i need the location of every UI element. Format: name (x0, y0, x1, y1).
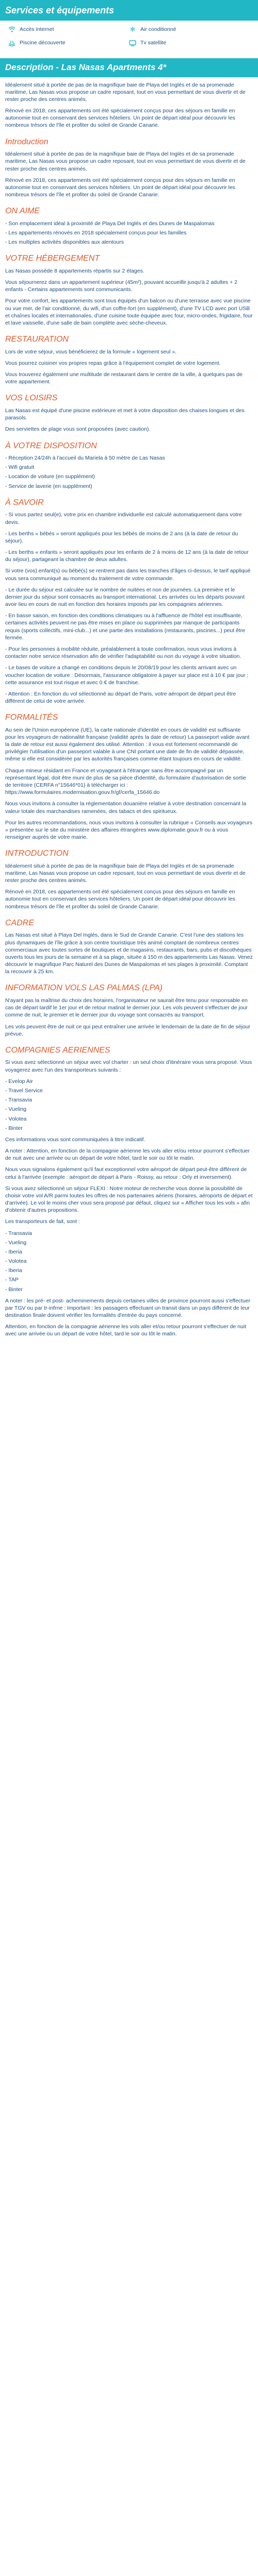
savoir-paragraph: - Les berths « bébés » seront appliqués pour les bébés de moins de 2 ans (à la date de retour du séjour). (5, 530, 238, 544)
description-section (0, 58, 258, 1347)
list-item: - Volotea (5, 1258, 27, 1265)
formalites-paragraph: Au sein de l'Union européenne (UE), la carte nationale d'identité en cours de validité est suffisante pour les voyageurs de nationalité française (validité après la date de retour) La passeport valide avant la date de retour est aussi également des utilisé. Attention : il vous est fortement recommandé de privilégier l'utilisation d'un passeport valable à une CNI portant une date de fin de validité dépassée, même si elle est considérée par les autorités françaises comme étant toujours en cours de validité. (5, 726, 250, 762)
restauration-paragraph: Vous trouverez également une multitude de restaurant dans le centre de la ville, à quelques pas de votre appartement. (5, 371, 243, 385)
services-header: Services et équipements (0, 0, 258, 21)
on-aime-heading: ON AIME (5, 207, 40, 216)
list-item: - Vueling (5, 1106, 27, 1113)
list-item: - Vueling (5, 1239, 27, 1246)
intro2-paragraph: Idéalement situé à portée de pas de la magnifique baie de Playa del Inglés et de sa promenade maritime, Las Nasas vous propose un cadre reposant, tout en vous permettant de vous divertir et de rester proche des centres animés. (5, 862, 246, 884)
loisirs-paragraph: Des serviettes de plage vous sont proposées (avec caution). (5, 426, 151, 433)
cadre-paragraph: Las Nasas est situé à Playa Del Inglés, dans le Sud de Grande Canarie. C'est l'une des stations les plus dynamiques de l'île grâce à son centre touristique très animé comptant de nombreux centres commerciaux avec toutes sortes de boutiques et de magasins, restaurants, bars, pubs et discothèques ouverts tous les jours de la semaine et à sa plage, située à 150 m des appartements Las Nasas. Venez découvrir le magnifique Parc Naturel des Dunes de Maspalomas et ses plages à proximité. Comptant la recouvrir à 25 km. (5, 932, 253, 975)
list-item: - TAP (5, 1277, 19, 1283)
list-item: - Binter (5, 1125, 23, 1131)
amenity-pool (8, 39, 129, 46)
list-item: - Son emplacement idéal à proximité de Playa Del Inglés et des Dunes de Maspalomas (5, 220, 215, 227)
savoir-paragraph: - Le bases de voiture a changé en conditions depuis le 20/08/19 pour les clients arrivant avec un voucher location de voiture : Désormais, l'assurance obligatoire à payer sur place est à 10 € par jour ; cette assurance est tout risque et avec 0 € de franchise. (5, 665, 249, 686)
cadre-heading: CADRE (5, 918, 35, 927)
on-aime-list (5, 220, 253, 246)
compagnies-note: Nous vous signalons également qu'il faut exceptionnel votre aéroport de départ peut-être différent de celui à l'arrivée (exemple : aéroport de départ à Paris - Roissy, au retour : Orly et inversement). (5, 1166, 247, 1180)
intro-paragraph: Idéalement situé à portée de pas de la magnifique baie de Playa del Inglés et de sa promenade maritime, Las Nasas vous propose un cadre reposant, tout en vous permettant de vous divertir et de rester proche des centres animés. (5, 81, 246, 103)
list-item: - Réception 24/24h à l'accueil du Mariela à 50 mètre de Las Nasas (5, 455, 165, 462)
introduction-heading: Introduction (5, 137, 49, 146)
formalites-heading: FORMALITÉS (5, 713, 58, 722)
intro2-paragraph: Rénové en 2018, ces appartements ont été spécialement conçus pour des séjours en famille en autonomie tout en conservant des services hôteliers. Un point de départ idéal pour découvrir les nombreux trésors de l'île et profiter du soleil de Grande Canarie. (5, 889, 235, 910)
pool-icon (8, 40, 15, 47)
savoir-heading: À SAVOIR (5, 498, 44, 507)
hebergement-heading: VOTRE HÉBERGEMENT (5, 254, 100, 263)
amenities-grid (0, 21, 258, 54)
compagnies-note: A noter : les pré- et post- acheminements depuis certaines villes de province pourront aussi s'effectuer par TGV ou par tr-infrne : Important : les passagers effectuant un transit dans un pays différent de leur destination finale doivent vérifier les formalités d'entrée du pays concerné. (5, 1297, 251, 1319)
list-item: - Les multiples activités disponibles aux alentours (5, 239, 124, 246)
compagnies-intro: Si vous avez sélectionné un séjour avec vol charter : un seul choix d'itinéraire vous sera proposé. Vous voyagerez avec l'un des transporteurs suivants : (5, 1059, 252, 1073)
amenity-label: Air conditionné (140, 26, 176, 33)
hebergement-paragraph: Pour votre confort, les appartements sont tous équipés d'un balcon ou d'une terrasse avec vue piscine ou vue mer, de l'air conditionné, du wifi, d'un coffre-fort (en supplément), d'une TV LCD avec port USB et chaînes locales et internationales, d'une cuisine toute équipée avec four, micro-ondes, frigidaire, four et lave vaisselle, d'une salle de bain complète avec sèche-cheveux. (5, 298, 253, 326)
list-item: - Location de voiture (en supplément) (5, 473, 95, 480)
vols-paragraph: N'ayant pas la maîtrise du choix des horaires, l'organisateur ne saurait être tenu pour responsable en cas de départ tardif le 1er jour et de retour matinal le dernier jour. Les vols peuvent s'effectuer de jour comme de nuit, le premier et le dernier jour du voyage sont consacrés au transport. (5, 997, 248, 1019)
intro-repeat-paragraph: Rénové en 2018, ces appartements ont été spécialement conçus pour des séjours en famille en autonomie tout en conservant des services hôteliers. Un point de départ idéal pour découvrir les nombreux trésors de l'île et profiter du soleil de Grande Canarie. (5, 177, 235, 198)
tv-icon (129, 40, 136, 47)
list-item: - Binter (5, 1286, 23, 1293)
list-item: - Evelop Air (5, 1078, 33, 1084)
services-section (0, 0, 258, 54)
list-item: - Transavia (5, 1230, 32, 1236)
intro-repeat-paragraph: Idéalement situé à portée de pas de la magnifique baie de Playa del Inglés et de sa promenade maritime, Las Nasas vous propose un cadre reposant, tout en vous permettant de vous divertir et de rester proche des centres animés. (5, 151, 246, 172)
compagnies-list-2 (5, 1230, 253, 1293)
savoir-paragraph: - Si vous partez seul(e), votre prix en chambre individuelle est calculé automatiquement dans votre devis. (5, 512, 242, 526)
list-item: - Wifi gratuit (5, 464, 35, 471)
compagnies-note: A noter : Attention, en fonction de la compagnie aérienne les vols aller et/ou retour pourront s'effectuer de nuit avec une arrivée ou un départ de votre hôtel, tard le soir ou tôt le matin. (5, 1148, 250, 1162)
compagnies-heading: COMPAGNIES AERIENNES (5, 1045, 110, 1055)
savoir-paragraph: - Attention : En fonction du vol sélectionné au départ de Paris, votre aéroport de départ peut être différent de celui de votre arrivée. (5, 690, 236, 705)
hebergement-paragraph: Las Nasas possède 8 appartements répartis sur 2 étages. (5, 267, 144, 274)
amenity-tv (129, 39, 250, 46)
savoir-paragraph: - Pour les personnes à mobilité réduite, préalablement à toute confirmation, nous vous invitons à contacter notre service réservation afin de vérifier l'adaptabilité ou non du voyage à votre situation. (5, 646, 241, 660)
list-item: - Iberia (5, 1248, 22, 1255)
loisirs-heading: VOS LOISIRS (5, 394, 58, 403)
description-header: Description - Las Nasas Apartments 4* (0, 58, 258, 77)
amenity-label: Tv satellite (140, 40, 167, 46)
list-item: - Transavia (5, 1097, 32, 1104)
disposition-list (5, 454, 253, 490)
formalites-paragraph: Pour les autres recommandations, nous vous invitons à consulter la rubrique « Conseils aux voyageurs » présentée sur le site du ministère des affaires étrangères www.diplomatie.gouv.fr ou à vous renseigner auprès de votre mairie. (5, 819, 253, 841)
compagnies-note: Attention, en fonction de la compagnie aérienne les vols aller et/ou retour pourront s'effectuer de nuit avec une arrivée ou un départ de votre hôtel, tard le soir ou tôt le matin. (5, 1324, 247, 1337)
intro-paragraph: Rénové en 2018, ces appartements ont été spécialement conçus pour des séjours en famille en autonomie tout en conservant des services hôteliers. Un point de départ idéal pour découvrir les nombreux trésors de l'île et profiter du soleil de Grande Canarie. (5, 108, 235, 129)
amenity-label: Accès internet (20, 26, 54, 33)
compagnies-note: Ces informations vous sont communiquées à titre indicatif. (5, 1136, 146, 1143)
list-item: - Volotea (5, 1115, 27, 1122)
description-content (0, 81, 258, 1347)
amenity-label: Piscine découverte (20, 40, 66, 46)
vols-paragraph: Les vols peuvent être de nuit ce qui peut entraîner une arrivée le lendemain de la date de fin de séjour prévue. (5, 1023, 251, 1037)
savoir-paragraph: Si votre (vos) enfant(s) ou bébé(s) se rentrent pas dans les tranches d'âges ci-dessus, le tarif appliqué vous sera communiqué au moment du traitement de votre commande. (5, 568, 251, 582)
list-item: - Iberia (5, 1267, 22, 1274)
list-item: - Service de laverie (en supplément) (5, 483, 92, 489)
loisirs-paragraph: Las Nasas est équipé d'une piscine extérieure et met à votre disposition des chaises longues et des parasols. (5, 408, 245, 421)
wifi-icon (8, 26, 15, 33)
compagnies-intro-2: Les transporteurs de fait, sont : (5, 1218, 80, 1225)
savoir-paragraph: - En basse saison, en fonction des conditions climatiques ou à l'affluence de l'hôtel est insuffisante, certaines activités peuvent ne pas être mises en place ou supprimées par manque de participants requis (sports collectifs, mini-club...) et une partie des installations (restaurants, piscines...) peut être fermée. (5, 613, 246, 641)
introduction2-heading: INTRODUCTION (5, 849, 69, 858)
restauration-paragraph: Lors de votre séjour, vous bénéficierez de la formule « logement seul ». (5, 348, 177, 355)
snowflake-icon: ✻ (130, 26, 136, 33)
formalites-paragraph: Nous vous invitons à consulter la réglementation douanière relative à votre destination concernant la valeur totale des marchandises ramenées, des tabacs et des spiritueux. (5, 801, 246, 815)
compagnies-list-1 (5, 1078, 253, 1132)
restauration-heading: RESTAURATION (5, 335, 69, 344)
amenity-internet (8, 26, 129, 33)
savoir-paragraph: - Les berths « enfants » seront appliqués pour les enfants de 2 à moins de 12 ans (à la date de retour du séjour), partageant la chambre de deux adultes. (5, 549, 249, 563)
disposition-heading: À VOTRE DISPOSITION (5, 441, 97, 450)
amenity-ac (129, 26, 250, 33)
hebergement-paragraph: Vous séjournerez dans un appartement supérieur (45m²), pouvant accueillir jusqu'à 2 adultes + 2 enfants - Certains appartements sont communicants. (5, 279, 237, 293)
savoir-paragraph: - Le durée du séjour est calculée sur le nombre de nuitées et non de journées. La première et le dernier jour du séjour sont consacrés au transport international. Les arrivées ou les départs pouvant avoir lieu en cours de nuit en fonction des horaires imposés par les compagnies aériennes. (5, 586, 245, 608)
vols-heading: INFORMATION VOLS LAS PALMAS (LPA) (5, 984, 163, 993)
compagnies-note: Si vous avez sélectionné un séjour FLEXI : Notre moteur de recherche vous donne la possibilité de choisir votre vol A/R parmi toutes les offres de nos partenaires aériens (horaires, aéroports de départ et d'arrivée). Le vol le moins cher vous sera proposé par défaut, cliquez sur « Afficher tous les vols » afin d'obtenir d'autres propositions. (5, 1185, 253, 1214)
list-item: - Travel Service (5, 1088, 43, 1094)
list-item: - Les appartements rénovés en 2018 spécialement conçus pour les familles (5, 230, 187, 236)
restauration-paragraph: Vous pourrez cuisiner vos propres repas grâce à l'équipement complet de votre logement. (5, 360, 221, 366)
formalites-paragraph: Chaque mineur résidant en France et voyageant à l'étranger sans être accompagné par un représentant légal, doit être muni de plus de sa pièce d'identité, du formulaire d'autorisation de sortie de territoire (CERFA n°15646*01) à télécharger ici : https://www.formulaires.modernisation.gouv.fr/gf/cerfa_15646.do (5, 767, 246, 796)
